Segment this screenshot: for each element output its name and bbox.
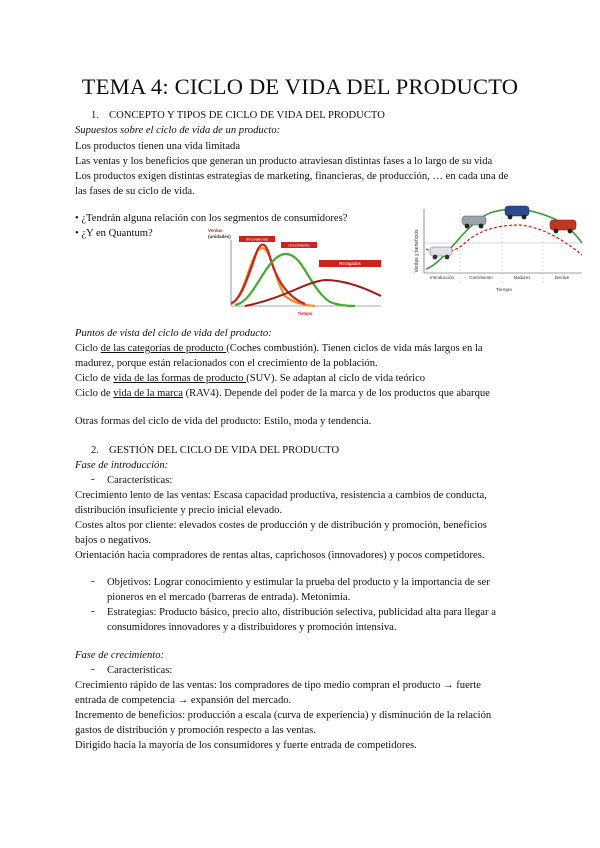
viewpoint-category (75, 342, 483, 355)
section-1-title: CONCEPTO Y TIPOS DE CICLO DE VIDA DEL PRODUCTO (109, 110, 385, 121)
section-2-heading (91, 444, 339, 457)
text-line: bajos o negativos. (75, 535, 152, 546)
viewpoints-heading: Puntos de vista del ciclo de vida del producto: (75, 328, 272, 339)
red-curve (231, 245, 305, 304)
text-span: (RAV4). Depende del poder de la marca y de los productos que abarque (182, 388, 490, 399)
phase-label: Declive (554, 275, 570, 280)
text-line: Los productos tienen una vida limitada (75, 141, 241, 152)
phase-label: Madurez (513, 275, 531, 280)
characteristics-label: Características: (107, 475, 173, 486)
section-1-number: 1. (91, 110, 99, 121)
figure-ylabel: Ventas y beneficios (414, 229, 420, 273)
section-2-number: 2. (91, 445, 99, 456)
dash-marker: - (91, 606, 95, 617)
dash-marker: - (91, 474, 95, 485)
bullet-item: • ¿Y en Quantum? (75, 228, 153, 239)
text-line: entrada de competencia → expansión del mercado. (75, 695, 292, 706)
dash-marker: - (91, 576, 95, 587)
bullet-item: • ¿Tendrán alguna relación con los segmentos de consumidores? (75, 213, 348, 224)
figure-label: Rezagados (339, 261, 361, 266)
phase-label: Introducción (430, 275, 454, 280)
text-line: Costes altos por cliente: elevados costes de producción y de distribución y promoción, beneficios (75, 520, 487, 531)
text-line: Los productos exigen distintas estrategias de marketing, financieras, de producción, … en cada una de (75, 171, 509, 182)
car-icon (550, 220, 576, 233)
figure-label: Innovadores (245, 236, 269, 242)
text-line: madurez, porque están relacionados con el crecimiento de la población. (75, 358, 378, 369)
text-line: Las ventas y los beneficios que generan un producto atraviesan distintas fases a lo largo de su vida (75, 156, 493, 167)
text-line: Dirigido hacia la mayoría de los consumidores y fuerte entrada de competidores. (75, 740, 417, 751)
assumptions-heading: Supuestos sobre el ciclo de vida de un producto: (75, 125, 281, 136)
text-span: Ciclo de (75, 388, 114, 399)
underlined-term: vida de las formas de producto (113, 373, 247, 384)
text-line: Incremento de beneficios: producción a escala (curva de experiencia) y disminución de la relación (75, 710, 492, 721)
viewpoint-form (75, 372, 425, 385)
figure-ylabel-unit: (unidades) (208, 234, 231, 239)
characteristics-label: Características: (107, 665, 173, 676)
text-line: Crecimiento lento de las ventas: Escasa capacidad productiva, resistencia a cambios de conducta, (75, 490, 487, 501)
phase-label: Crecimiento (469, 275, 493, 280)
objectives-line: Objetivos: Lograr conocimiento y estimular la prueba del producto y la importancia de ser (107, 577, 490, 588)
strategies-line: consumidores innovadores y a distribuidores y promoción intensiva. (107, 622, 397, 633)
text-line: Crecimiento rápido de las ventas: los compradores de tipo medio compran el producto → fuerte (75, 680, 481, 691)
objectives-line: pioneros en el mercado (barreras de entrada). Metonimia. (107, 592, 351, 603)
life-cycle-figure (410, 203, 586, 295)
figure-label: Crecimiento (288, 242, 310, 248)
growth-phase-heading: Fase de crecimiento: (75, 650, 165, 661)
car-icon (462, 216, 486, 228)
text-span: Ciclo de (75, 373, 114, 384)
adoption-curves-figure (205, 226, 387, 318)
section-1-heading (91, 109, 385, 122)
strategies-line: Estrategias: Producto básico, precio alto, distribución selectiva, publicidad alta para llegar a (107, 607, 496, 618)
figure-ylabel: Ventas (208, 228, 223, 233)
text-line: gastos de distribución y promoción respecto a las ventas. (75, 725, 316, 736)
underlined-term: vida de la marca (113, 388, 183, 399)
text-line: Orientación hacia compradores de rentas altas, caprichosos (innovadores) y pocos competidores. (75, 550, 485, 561)
figure-xlabel: Tiempo (297, 311, 313, 316)
dash-marker: - (91, 664, 95, 675)
text-span: (Coches combustión). Tienen ciclos de vida más largos en la (226, 343, 483, 354)
text-span: (SUV). Se adaptan al ciclo de vida teórico (246, 373, 426, 384)
car-icon (505, 206, 529, 219)
section-2-title: GESTIÓN DEL CICLO DE VIDA DEL PRODUCTO (109, 445, 340, 456)
viewpoint-brand (75, 387, 490, 400)
text-line: distribución insuficiente y precio inicial elevado. (75, 505, 283, 516)
text-line: las fases de su ciclo de vida. (75, 186, 195, 197)
figure-xlabel: Tiempo (496, 288, 512, 293)
underlined-term: de las categorías de producto (100, 343, 227, 354)
other-forms-line: Otras formas del ciclo de vida del producto: Estilo, moda y tendencia. (75, 416, 372, 427)
text-span: Ciclo (75, 343, 101, 354)
page-title: TEMA 4: CICLO DE VIDA DEL PRODUCTO (81, 74, 519, 99)
intro-phase-heading: Fase de introducción: (75, 460, 169, 471)
